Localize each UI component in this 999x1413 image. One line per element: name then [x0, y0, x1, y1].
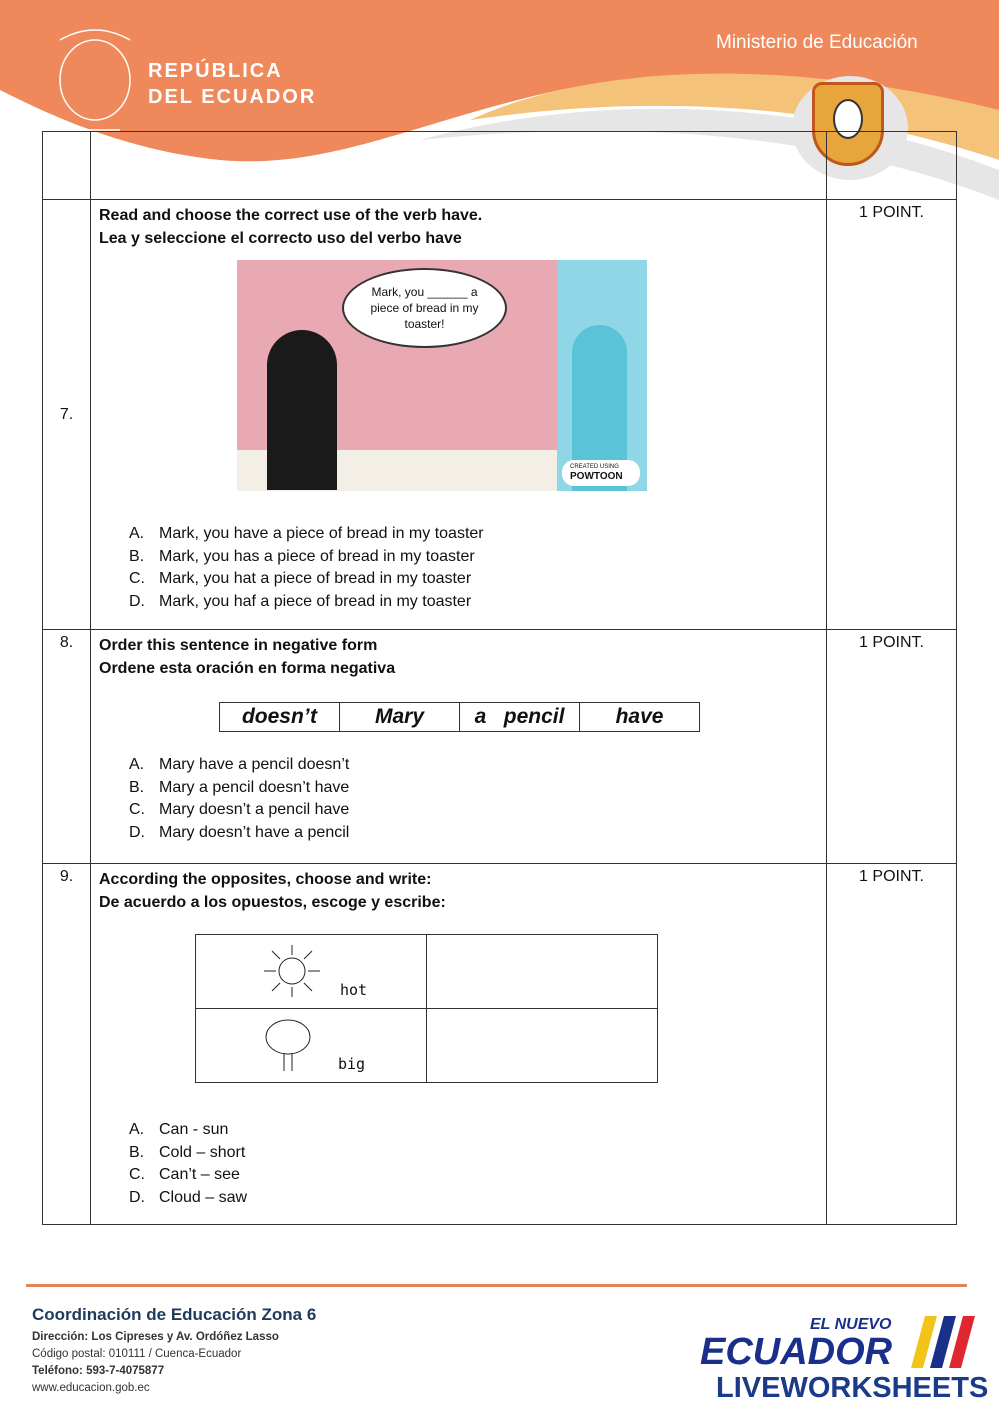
option[interactable]: A. Can - sun	[129, 1121, 229, 1138]
option[interactable]: A. Mark, you have a piece of bread in my toaster	[129, 525, 484, 542]
word-label: big	[338, 1055, 366, 1073]
exam-table	[42, 131, 957, 1225]
el-nuevo-ecuador-logo: EL NUEVO ECUADOR	[700, 1316, 975, 1372]
question-number: 9.	[43, 864, 91, 1225]
option[interactable]: A. Mary have a pencil doesn’t	[129, 756, 350, 773]
woman-character-icon	[267, 330, 337, 490]
sun-icon	[258, 943, 328, 999]
powtoon-badge: CREATED USING POWTOON	[562, 460, 640, 486]
ministry-title: Ministerio de Educación	[716, 32, 918, 53]
speech-bubble: Mark, you ______ a piece of bread in my toaster!	[342, 268, 507, 348]
answer-cell[interactable]	[427, 1009, 658, 1083]
option[interactable]: C. Mary doesn’t a pencil have	[129, 801, 350, 818]
options-list	[129, 523, 818, 613]
points-label: 1 POINT.	[827, 200, 957, 630]
points-label: 1 POINT.	[827, 864, 957, 1225]
answer-cell[interactable]	[427, 935, 658, 1009]
option[interactable]: B. Cold – short	[129, 1143, 246, 1161]
option[interactable]: D. Mark, you haf a piece of bread in my toaster	[129, 592, 472, 610]
points-label: 1 POINT.	[827, 630, 957, 864]
word-box: a pencil	[460, 703, 580, 732]
liveworksheets-watermark: LIVEWORKSHEETS	[716, 1372, 989, 1404]
footer-website[interactable]: www.educacion.gob.ec	[32, 1382, 150, 1394]
option[interactable]: C. Mark, you hat a piece of bread in my toaster	[129, 570, 472, 587]
question-title-en: Read and choose the correct use of the verb have.	[99, 207, 483, 224]
footer-contact: Dirección: Los Cipreses y Av. Ordóñez Lasso Código postal: 010111 / Cuenca-Ecuador Teléfono: 593-7-4075877 www.educacion.gob.ec	[32, 1329, 279, 1397]
opposites-table	[195, 934, 658, 1083]
cartoon-image	[237, 260, 647, 491]
question-number: 7.	[43, 200, 91, 630]
options-list	[129, 754, 818, 844]
country-name: REPÚBLICA DEL ECUADOR	[148, 60, 317, 108]
question-9-row	[43, 864, 957, 1225]
option[interactable]: D. Cloud – saw	[129, 1188, 248, 1206]
option[interactable]: D. Mary doesn’t have a pencil	[129, 823, 350, 841]
option[interactable]: C. Can’t – see	[129, 1166, 240, 1183]
option[interactable]: B. Mark, you has a piece of bread in my toaster	[129, 547, 475, 565]
question-number: 8.	[43, 630, 91, 864]
word-box: Mary	[340, 703, 460, 732]
word-label: hot	[340, 981, 368, 999]
question-title-es: Lea y seleccione el correcto uso del verbo have	[99, 230, 462, 247]
tree-icon	[262, 1017, 316, 1073]
question-title-en: According the opposites, choose and write:	[99, 871, 432, 888]
question-8-row	[43, 630, 957, 864]
question-title-en: Order this sentence in negative form	[99, 637, 378, 654]
question-7-row	[43, 200, 957, 630]
word-box: doesn’t	[220, 703, 340, 732]
question-title-es: De acuerdo a los opuestos, escoge y escribe:	[99, 894, 446, 911]
footer-title: Coordinación de Educación Zona 6	[32, 1305, 317, 1324]
question-title-es: Ordene esta oración en forma negativa	[99, 660, 396, 677]
option[interactable]: B. Mary a pencil doesn’t have	[129, 778, 350, 796]
options-list	[129, 1119, 818, 1209]
footer-divider	[26, 1284, 967, 1287]
word-boxes	[219, 702, 700, 732]
word-box: have	[580, 703, 700, 732]
